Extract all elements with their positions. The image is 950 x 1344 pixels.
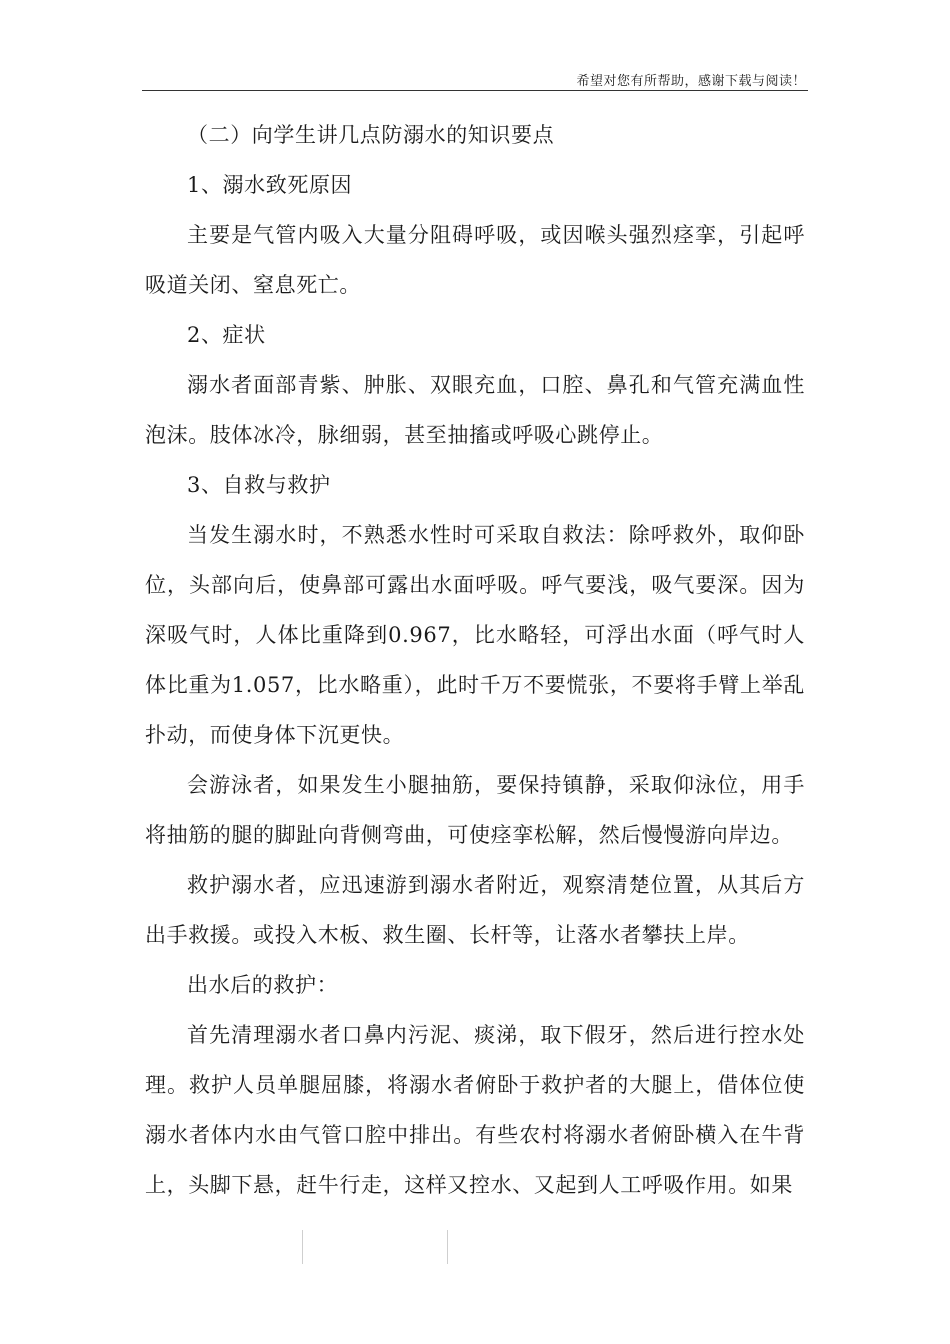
paragraph-cramp: 会游泳者，如果发生小腿抽筋，要保持镇静，采取仰泳位，用手将抽筋的腿的脚趾向背侧弯曲，可使痉挛松解，然后慢慢游向岸边。 xyxy=(145,773,805,847)
paragraph-self-rescue: 当发生溺水时，不熟悉水性时可采取自救法：除呼救外，取仰卧位，头部向后，使鼻部可露出水面呼吸。呼气要浅，吸气要深。因为深吸气时，人体比重降到0.967，比水略轻，可浮出水面（呼气时人体比重为1.057，比水略重），此时千万不要慌张，不要将手臂上举乱扑动，而使身体下沉更快。 xyxy=(145,523,805,747)
subsection-heading-rescue: 3、自救与救护 xyxy=(187,473,331,497)
footer-divider-left xyxy=(302,1230,303,1264)
subsection-heading-cause: 1、溺水致死原因 xyxy=(187,173,353,197)
subsection-heading-symptoms: 2、症状 xyxy=(187,323,266,347)
section-heading: （二）向学生讲几点防溺水的知识要点 xyxy=(187,123,555,147)
paragraph-cause: 主要是气管内吸入大量分阻碍呼吸，或因喉头强烈痉挛，引起呼吸道关闭、窒息死亡。 xyxy=(145,223,805,297)
header-text: 希望对您有所帮助，感谢下载与阅读！ xyxy=(576,74,806,89)
document-body xyxy=(145,110,805,1210)
page-header xyxy=(142,66,808,91)
subheading-after-water: 出水后的救护： xyxy=(187,973,339,997)
footer-divider-right xyxy=(447,1230,448,1264)
paragraph-symptoms: 溺水者面部青紫、肿胀、双眼充血，口腔、鼻孔和气管充满血性泡沫。肢体冰冷，脉细弱，甚至抽搐或呼吸心跳停止。 xyxy=(145,373,805,447)
paragraph-rescue-others: 救护溺水者，应迅速游到溺水者附近，观察清楚位置，从其后方出手救援。或投入木板、救生圈、长杆等，让落水者攀扶上岸。 xyxy=(145,873,805,947)
paragraph-after-water: 首先清理溺水者口鼻内污泥、痰涕，取下假牙，然后进行控水处理。救护人员单腿屈膝，将溺水者俯卧于救护者的大腿上，借体位使溺水者体内水由气管口腔中排出。有些农村将溺水者俯卧横入在牛背上，头脚下悬，赶牛行走，这样又控水、又起到人工呼吸作用。如果 xyxy=(145,1023,805,1197)
